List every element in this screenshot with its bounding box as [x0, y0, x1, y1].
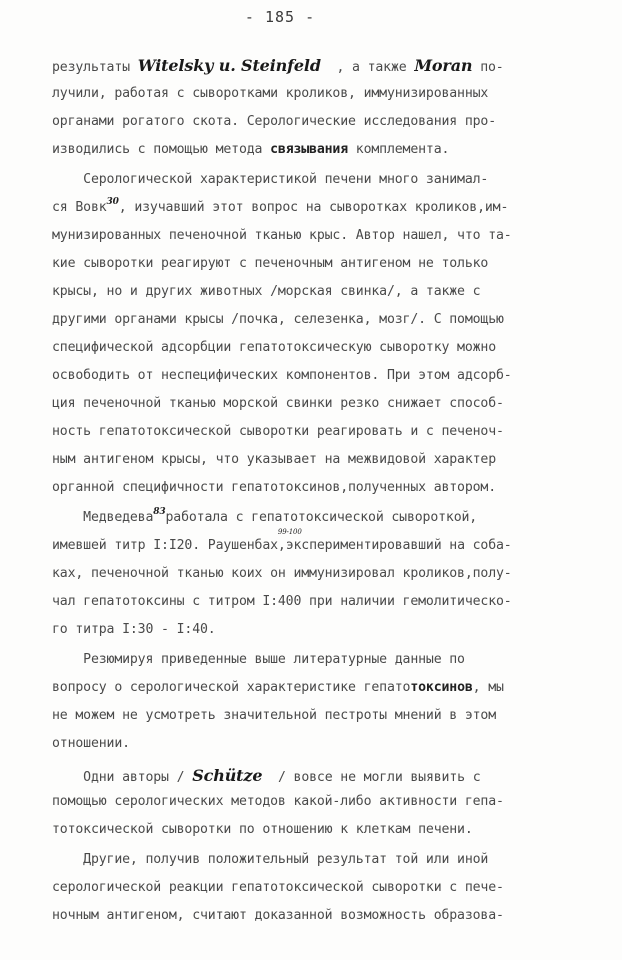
text-line: результаты Witelsky u. Steinfeld , а также Moran по-: [52, 56, 504, 75]
text-line: органами рогатого скота. Серологические исследования про-: [52, 114, 497, 129]
text-line: Серологической характеристикой печени много занимал-: [52, 172, 489, 187]
handwritten-author-name: Moran: [414, 56, 473, 75]
text-line: отношении.: [52, 736, 130, 751]
text-line: ся Вовк$^{30}$, изучавший этот вопрос на сыворотках кроликов,им-: [52, 197, 509, 215]
text-line: кие сыворотки реагируют с печеночным антигеном не только: [52, 256, 489, 271]
overtyped-word: токсинов: [410, 680, 473, 695]
text-line: мунизированных печеночной тканью крыс. Автор нашел, что та-: [52, 228, 512, 243]
page-number: - 185 -: [244, 8, 316, 26]
text-line: изводились с помощью метода связывания комплемента.: [52, 142, 450, 157]
text-line: тотоксической сыворотки по отношению к клеткам печени.: [52, 822, 473, 837]
text-line: вопросу о серологической характеристике гепатотоксинов, мы: [52, 680, 504, 695]
text-line: крысы, но и других животных /морская свинка/, а также с: [52, 284, 481, 299]
handwritten-author-name: Schütze: [192, 766, 263, 785]
text-line: го титра I:30 - I:40.: [52, 622, 216, 637]
text-line: имевшей титр I:I20. Раушенбах 99-100 ,экспериментировавший на соба-: [52, 528, 512, 553]
text-line: Медведева$^{83}$работала с гепатотоксической сывороткой,: [52, 507, 478, 525]
text-line: Резюмируя приведенные выше литературные данные по: [52, 652, 465, 667]
text-line: ным антигеном крысы, что указывает на межвидовой характер: [52, 452, 497, 467]
text-line: Другие, получив положительный результат той или иной: [52, 852, 489, 867]
text-line: ках, печеночной тканью коих он иммунизировал кроликов,полу-: [52, 566, 512, 581]
footnote-ref: 83: [153, 507, 166, 517]
text-line: Одни авторы / Schütze / вовсе не могли выявить с: [52, 766, 481, 785]
text-line: серологической реакции гепатотоксической сыворотки с пече-: [52, 880, 504, 895]
text-line: другими органами крысы /почка, селезенка, мозг/. С помощью: [52, 312, 504, 327]
overtyped-word: связывания: [270, 142, 349, 157]
text-line: лучили, работая с сыворотками кроликов, иммунизированных: [52, 86, 489, 101]
text-line: ция печеночной тканью морской свинки резко снижает способ-: [52, 396, 504, 411]
text-line: освободить от неспецифических компонентов. При этом адсорб-: [52, 368, 512, 383]
text-line: ночным антигеном, считают доказанной возможность образова-: [52, 908, 504, 923]
handwritten-author-names: Witelsky u. Steinfeld: [137, 56, 321, 75]
text-line: специфической адсорбции гепатотоксическую сыворотку можно: [52, 340, 497, 355]
text-line: ность гепатотоксической сыворотки реагировать и с печеноч-: [52, 424, 504, 439]
text-line: не можем не усмотреть значительной пестроты мнений в этом: [52, 708, 497, 723]
text-line: помощью серологических методов какой-либо активности гепа-: [52, 794, 504, 809]
footnote-ref: 30: [106, 197, 119, 207]
text-line: органной специфичности гепатотоксинов,полученных автором.: [52, 480, 497, 495]
footnote-ref: 99-100: [277, 528, 302, 536]
text-line: чал гепатотоксины с титром I:400 при наличии гемолитическо-: [52, 594, 512, 609]
